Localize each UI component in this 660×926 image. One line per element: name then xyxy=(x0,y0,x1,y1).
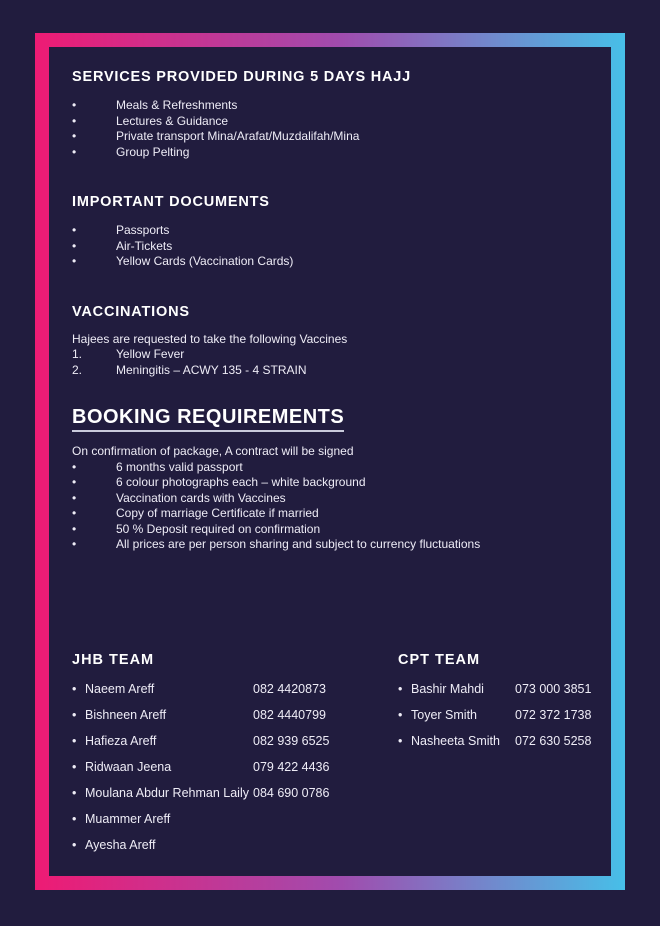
list-item-text: Vaccination cards with Vaccines xyxy=(116,490,286,505)
section-documents xyxy=(72,194,612,270)
booking-heading-text: BOOKING REQUIREMENTS xyxy=(72,405,344,432)
list-item xyxy=(72,223,612,239)
bullet-icon: • xyxy=(398,733,403,748)
bullet-icon: • xyxy=(72,475,77,489)
teams-section xyxy=(72,652,612,858)
list-item-text: Meals & Refreshments xyxy=(116,98,238,112)
list-item xyxy=(72,129,612,145)
jhb-team-list xyxy=(72,676,398,858)
list-item-text: Meningitis – ACWY 135 - 4 STRAIN xyxy=(116,362,307,377)
jhb-team-heading: JHB TEAM xyxy=(72,651,155,668)
list-item xyxy=(72,145,612,161)
bullet-icon: • xyxy=(72,681,77,696)
team-member-row xyxy=(72,832,398,858)
member-name: Ridwaan Jeena xyxy=(85,759,172,774)
bullet-icon: • xyxy=(72,223,77,237)
vaccinations-intro: Hajees are requested to take the following Vaccines xyxy=(72,331,348,346)
booking-list xyxy=(72,460,612,553)
services-list xyxy=(72,98,612,160)
list-item xyxy=(72,506,612,522)
member-phone: 082 4440799 xyxy=(253,707,326,722)
bullet-icon: • xyxy=(72,254,77,268)
member-name: Bishneen Areff xyxy=(85,707,167,722)
list-item xyxy=(72,537,612,553)
bullet-icon: • xyxy=(72,129,77,143)
bullet-icon: • xyxy=(398,681,403,696)
team-member-row xyxy=(72,676,398,702)
list-number: 1. xyxy=(72,347,83,361)
booking-intro: On confirmation of package, A contract will be signed xyxy=(72,444,354,458)
bullet-icon: • xyxy=(72,811,77,826)
team-member-row xyxy=(72,806,398,832)
list-item xyxy=(72,491,612,507)
bullet-icon: • xyxy=(72,537,77,551)
list-item-text: 50 % Deposit required on confirmation xyxy=(116,521,321,536)
list-item-text: All prices are per person sharing and subject to currency fluctuations xyxy=(116,537,481,551)
member-name: Hafieza Areff xyxy=(85,733,157,748)
list-item-text: Yellow Cards (Vaccination Cards) xyxy=(116,254,294,268)
documents-list xyxy=(72,223,612,270)
member-phone: 079 422 4436 xyxy=(253,759,330,774)
bullet-icon: • xyxy=(72,837,77,852)
list-item xyxy=(72,363,612,379)
list-item-text: Passports xyxy=(116,223,170,237)
list-item xyxy=(72,347,612,363)
list-item-text: 6 colour photographs each – white background xyxy=(116,475,366,489)
list-item-text: Yellow Fever xyxy=(116,347,185,361)
list-item-text: Private transport Mina/Arafat/Muzdalifah/Mina xyxy=(116,129,360,143)
jhb-team-column xyxy=(72,652,398,858)
bullet-icon: • xyxy=(72,759,77,774)
vaccinations-list xyxy=(72,347,612,378)
section-services xyxy=(72,69,612,160)
member-phone: 084 690 0786 xyxy=(253,785,330,800)
team-member-row xyxy=(398,676,612,702)
team-member-row xyxy=(398,728,612,754)
team-member-row xyxy=(72,728,398,754)
bullet-icon: • xyxy=(72,144,77,159)
member-name: Ayesha Areff xyxy=(85,837,156,852)
team-member-row xyxy=(72,780,398,806)
bullet-icon: • xyxy=(398,707,403,722)
member-name: Toyer Smith xyxy=(411,707,477,722)
bullet-icon: • xyxy=(72,238,77,253)
flyer-content xyxy=(72,0,612,858)
list-item xyxy=(72,475,612,491)
vaccinations-heading: VACCINATIONS xyxy=(72,303,190,320)
list-item xyxy=(72,522,612,538)
list-item xyxy=(72,460,612,476)
booking-heading xyxy=(72,405,612,432)
section-booking xyxy=(72,405,612,553)
section-vaccinations xyxy=(72,304,612,379)
bullet-icon: • xyxy=(72,506,77,520)
team-member-row xyxy=(72,702,398,728)
bullet-icon: • xyxy=(72,490,77,505)
bullet-icon: • xyxy=(72,785,77,800)
team-member-row xyxy=(72,754,398,780)
list-item xyxy=(72,239,612,255)
member-name: Bashir Mahdi xyxy=(411,681,484,696)
member-phone: 072 372 1738 xyxy=(515,707,592,722)
list-item xyxy=(72,98,612,114)
bullet-icon: • xyxy=(72,98,77,112)
member-phone: 073 000 3851 xyxy=(515,681,592,696)
bullet-icon: • xyxy=(72,521,77,536)
member-phone: 082 4420873 xyxy=(253,681,326,696)
documents-heading: IMPORTANT DOCUMENTS xyxy=(72,194,270,210)
cpt-team-heading: CPT TEAM xyxy=(398,651,481,668)
list-item xyxy=(72,114,612,130)
member-phone: 082 939 6525 xyxy=(253,733,330,748)
list-item-text: 6 months valid passport xyxy=(116,459,243,474)
list-item-text: Group Pelting xyxy=(116,144,190,159)
team-member-row xyxy=(398,702,612,728)
bullet-icon: • xyxy=(72,459,77,474)
bullet-icon: • xyxy=(72,733,77,748)
list-item-text: Copy of marriage Certificate if married xyxy=(116,506,319,520)
list-item-text: Lectures & Guidance xyxy=(116,113,229,128)
cpt-team-column xyxy=(398,652,612,858)
bullet-icon: • xyxy=(72,113,77,128)
cpt-team-list xyxy=(398,676,612,754)
member-name: Muammer Areff xyxy=(85,811,171,826)
member-phone: 072 630 5258 xyxy=(515,733,592,748)
list-item xyxy=(72,254,612,270)
list-item-text: Air-Tickets xyxy=(116,238,173,253)
bullet-icon: • xyxy=(72,707,77,722)
member-name: Nasheeta Smith xyxy=(411,733,500,748)
member-name: Naeem Areff xyxy=(85,681,155,696)
member-name: Moulana Abdur Rehman Laily xyxy=(85,785,249,800)
list-number: 2. xyxy=(72,362,83,377)
services-heading: SERVICES PROVIDED DURING 5 DAYS HAJJ xyxy=(72,69,412,85)
